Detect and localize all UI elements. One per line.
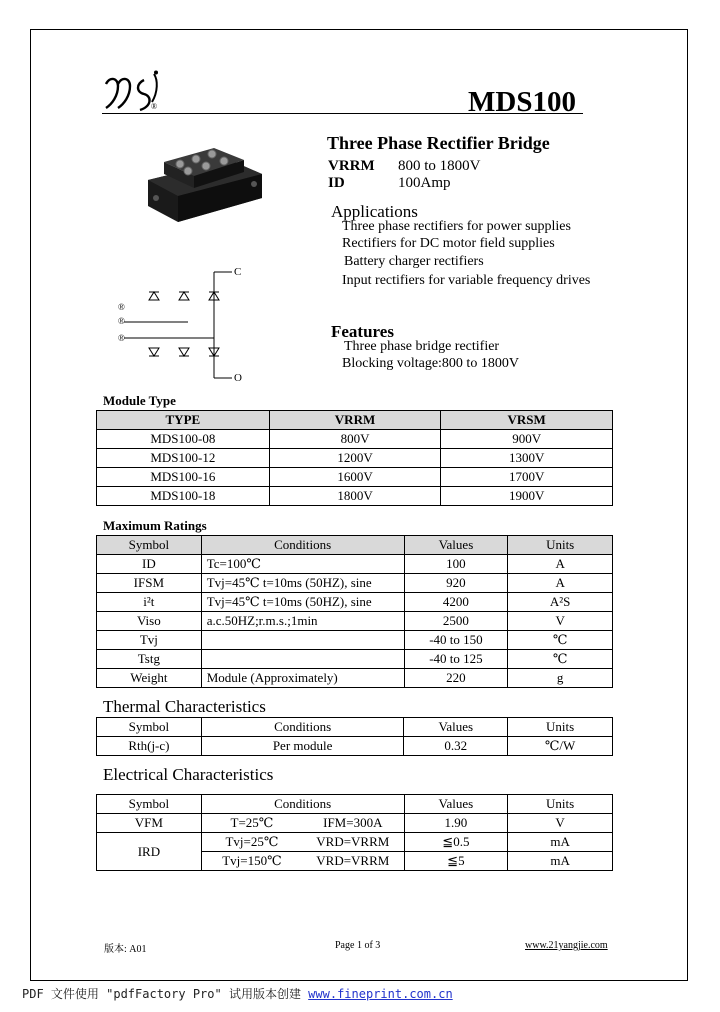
table-cell: g <box>508 669 613 688</box>
table-row <box>97 430 613 449</box>
registered-mark: ® <box>151 102 158 111</box>
pdf-banner-text: PDF 文件使用 "pdfFactory Pro" 试用版本创建 <box>22 987 309 1001</box>
table-cell: MDS100-18 <box>97 487 270 506</box>
table-cell: Tvj <box>97 631 202 650</box>
footer-page-number: Page 1 of 3 <box>335 940 381 951</box>
pdf-banner-link[interactable]: www.fineprint.com.cn <box>308 987 453 1001</box>
thermal-title: Thermal Characteristics <box>103 697 266 716</box>
pdf-factory-banner <box>22 985 453 1002</box>
header-cell: Conditions <box>201 718 404 737</box>
table-cell: ≦5 <box>404 852 508 871</box>
table-cell: MDS100-12 <box>97 449 270 468</box>
table-cell: A <box>508 574 613 593</box>
header-cell: Values <box>404 536 508 555</box>
table-row <box>97 612 613 631</box>
table-header-row <box>97 536 613 555</box>
table-cell: MDS100-08 <box>97 430 270 449</box>
table-cell: 1800V <box>269 487 441 506</box>
table-cell: V <box>508 814 613 833</box>
table-cell: 800V <box>269 430 441 449</box>
table-cell: 2500 <box>404 612 508 631</box>
table-row <box>97 833 613 852</box>
table-cell: VFM <box>97 814 202 833</box>
table-cell: IRD <box>97 833 202 871</box>
input-terminal-label: ® <box>118 316 125 326</box>
table-cell: ℃ <box>508 650 613 669</box>
application-item: Input rectifiers for variable frequency drives <box>342 273 591 288</box>
footer-version: 版本: A01 <box>104 944 147 955</box>
table-cell: Tvj=150℃ <box>201 852 302 871</box>
header-cell: Values <box>404 795 508 814</box>
table-cell: 1200V <box>269 449 441 468</box>
terminal-plus-label: C <box>234 266 242 278</box>
table-cell: a.c.50HZ;r.m.s.;1min <box>201 612 404 631</box>
table-cell: A²S <box>508 593 613 612</box>
applications-heading: Applications <box>331 202 418 221</box>
table-cell: A <box>508 555 613 574</box>
table-row <box>97 650 613 669</box>
table-cell: -40 to 150 <box>404 631 508 650</box>
circuit-diagram <box>114 264 254 384</box>
table-cell: 100 <box>404 555 508 574</box>
header-cell: Units <box>508 718 613 737</box>
electrical-title: Electrical Characteristics <box>103 765 274 784</box>
features-heading: Features <box>331 322 394 341</box>
footer-website-link[interactable]: www.21yangjie.com <box>525 940 608 951</box>
table-cell: i²t <box>97 593 202 612</box>
header-cell: Conditions <box>201 536 404 555</box>
terminal-minus-label: O <box>234 372 242 384</box>
table-cell: IFM=300A <box>302 814 404 833</box>
table-cell: -40 to 125 <box>404 650 508 669</box>
feature-item: Three phase bridge rectifier <box>344 339 500 354</box>
table-row <box>97 449 613 468</box>
table-cell: 4200 <box>404 593 508 612</box>
table-cell: Weight <box>97 669 202 688</box>
table-cell: 1600V <box>269 468 441 487</box>
table-cell: mA <box>508 852 613 871</box>
table-row <box>97 737 613 756</box>
table-cell: 900V <box>441 430 613 449</box>
table-cell: T=25℃ <box>201 814 302 833</box>
header-cell: VRRM <box>269 411 441 430</box>
model-number: MDS100 <box>468 86 576 118</box>
table-cell: ≦0.5 <box>404 833 508 852</box>
max-ratings-title: Maximum Ratings <box>103 518 207 533</box>
application-item: Rectifiers for DC motor field supplies <box>342 236 555 251</box>
application-item: Three phase rectifiers for power supplies <box>342 219 571 234</box>
input-terminal-label: ® <box>118 302 125 312</box>
table-cell: VRD=VRRM <box>302 852 404 871</box>
product-title: Three Phase Rectifier Bridge <box>327 133 550 153</box>
module-type-table <box>96 410 613 506</box>
table-cell: 1.90 <box>404 814 508 833</box>
feature-item: Blocking voltage:800 to 1800V <box>342 356 519 371</box>
table-cell <box>201 631 404 650</box>
table-cell: Rth(j-c) <box>97 737 202 756</box>
table-cell: ID <box>97 555 202 574</box>
table-cell: Tvj=45℃ t=10ms (50HZ), sine <box>201 574 404 593</box>
table-header-row <box>97 411 613 430</box>
table-cell: IFSM <box>97 574 202 593</box>
table-cell: 1300V <box>441 449 613 468</box>
table-cell: Tvj=25℃ <box>201 833 302 852</box>
table-row <box>97 574 613 593</box>
spec-value-id: 100Amp <box>398 175 451 191</box>
electrical-table <box>96 794 613 871</box>
header-cell: Conditions <box>201 795 404 814</box>
table-cell: Module (Approximately) <box>201 669 404 688</box>
table-cell: Tstg <box>97 650 202 669</box>
input-terminal-label: ® <box>118 333 125 343</box>
table-cell: Tvj=45℃ t=10ms (50HZ), sine <box>201 593 404 612</box>
header-cell: VRSM <box>441 411 613 430</box>
table-cell <box>201 650 404 669</box>
spec-value-vrrm: 800 to 1800V <box>398 158 481 174</box>
table-row <box>97 487 613 506</box>
module-photo <box>144 140 264 236</box>
table-cell: ℃/W <box>508 737 613 756</box>
table-row <box>97 555 613 574</box>
table-cell: Per module <box>201 737 404 756</box>
thermal-table <box>96 717 613 756</box>
header-cell: Symbol <box>97 536 202 555</box>
spec-label-id: ID <box>328 175 345 191</box>
table-cell: 1900V <box>441 487 613 506</box>
table-row <box>97 669 613 688</box>
table-row <box>97 593 613 612</box>
header-cell: Units <box>508 536 613 555</box>
table-row <box>97 814 613 833</box>
max-ratings-table <box>96 535 613 688</box>
header-cell: Values <box>404 718 508 737</box>
table-row <box>97 468 613 487</box>
header-cell: Symbol <box>97 795 202 814</box>
header-cell: TYPE <box>97 411 270 430</box>
application-item: Battery charger rectifiers <box>344 254 484 269</box>
table-cell: MDS100-16 <box>97 468 270 487</box>
table-cell: 0.32 <box>404 737 508 756</box>
spec-label-vrrm: VRRM <box>328 158 375 174</box>
header-cell: Units <box>508 795 613 814</box>
table-cell: Viso <box>97 612 202 631</box>
table-cell: Tc=100℃ <box>201 555 404 574</box>
table-cell: mA <box>508 833 613 852</box>
header-cell: Symbol <box>97 718 202 737</box>
module-type-title: Module Type <box>103 393 176 408</box>
table-row <box>97 631 613 650</box>
table-cell: 220 <box>404 669 508 688</box>
table-cell: ℃ <box>508 631 613 650</box>
table-cell: V <box>508 612 613 631</box>
table-cell: VRD=VRRM <box>302 833 404 852</box>
table-header-row <box>97 795 613 814</box>
table-header-row <box>97 718 613 737</box>
table-cell: 1700V <box>441 468 613 487</box>
table-cell: 920 <box>404 574 508 593</box>
